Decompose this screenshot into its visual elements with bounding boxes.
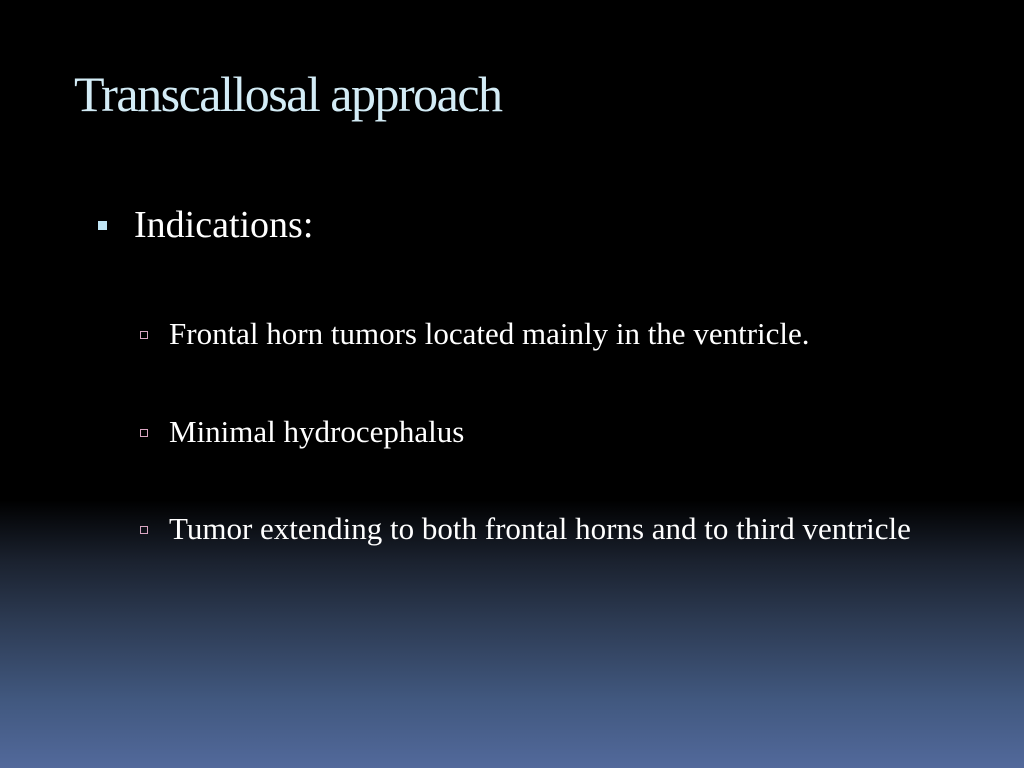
bullet-item-text: Tumor extending to both frontal horns and to third ventricle <box>169 511 911 546</box>
hollow-square-bullet-icon <box>140 526 148 534</box>
slide-title: Transcallosal approach <box>74 66 502 122</box>
bullet-item <box>140 315 949 353</box>
bullet-heading <box>98 202 313 248</box>
hollow-square-bullet-icon <box>140 331 148 339</box>
hollow-square-bullet-icon <box>140 429 148 437</box>
bullet-item-text: Minimal hydrocephalus <box>169 414 465 449</box>
bullet-heading-text: Indications: <box>134 204 314 246</box>
bullet-item <box>140 413 949 451</box>
square-bullet-icon <box>98 221 107 230</box>
bullet-item-text: Frontal horn tumors located mainly in the ventricle. <box>169 316 810 351</box>
bullet-item <box>140 510 949 548</box>
